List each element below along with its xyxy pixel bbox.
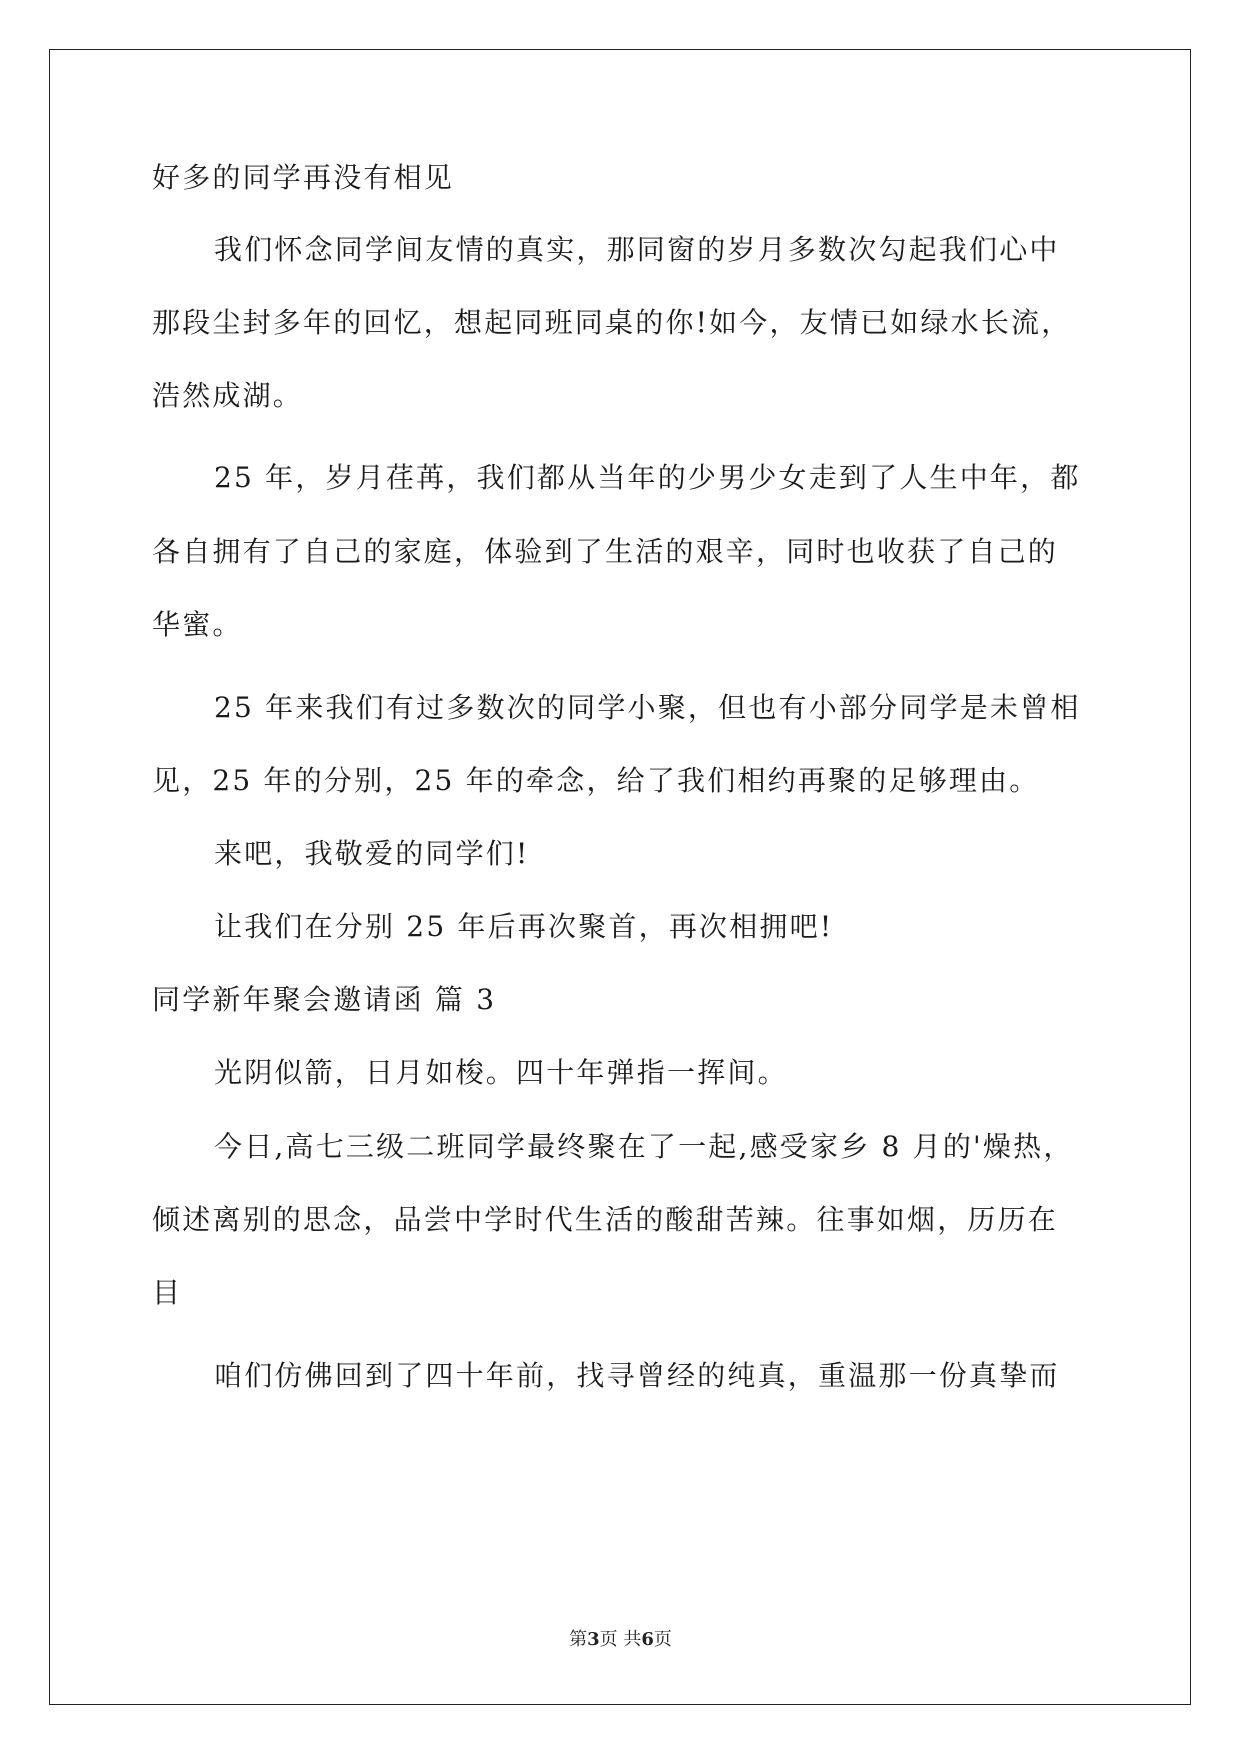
- text-line-11: 让我们在分别 25 年后再次聚首，再次相拥吧!: [214, 910, 834, 943]
- text-line-7: 华蜜。: [152, 608, 243, 641]
- text-line-10: 来吧，我敬爱的同学们!: [214, 837, 530, 870]
- text-line-8: 25 年来我们有过多数次的同学小聚，但也有小部分同学是未曾相: [214, 691, 1081, 724]
- footer-mid: 页 共: [599, 1629, 642, 1650]
- text-line-3: 那段尘封多年的回忆，想起同班同桌的你!如今，友情已如绿水长流，: [152, 306, 1072, 339]
- page-footer: [0, 1628, 1241, 1652]
- text-line-15: 倾述离别的思念，品尝中学时代生活的酸甜苦辣。往事如烟，历历在: [152, 1203, 1059, 1236]
- text-line-14: 今日,高七三级二班同学最终聚在了一起,感受家乡 8 月的'燥热，: [214, 1130, 1074, 1163]
- text-line-1: 好多的同学再没有相见: [152, 161, 455, 194]
- text-line-13: 光阴似箭，日月如梭。四十年弹指一挥间。: [214, 1056, 788, 1089]
- current-page-number: 3: [587, 1629, 600, 1650]
- text-line-16: 目: [152, 1276, 183, 1309]
- section-heading: 同学新年聚会邀请函 篇 3: [152, 983, 497, 1016]
- text-line-6: 各自拥有了自己的家庭，体验到了生活的艰辛，同时也收获了自己的: [152, 535, 1059, 568]
- text-line-4: 浩然成湖。: [152, 379, 304, 412]
- text-line-2: 我们怀念同学间友情的真实，那同窗的岁月多数次勾起我们心中: [214, 233, 1060, 266]
- text-line-17: 咱们仿佛回到了四十年前，找寻曾经的纯真，重温那一份真挚而: [214, 1359, 1060, 1392]
- page-border: [49, 49, 1191, 1705]
- total-page-number: 6: [641, 1629, 654, 1650]
- footer-prefix: 第: [569, 1629, 588, 1650]
- text-line-5: 25 年，岁月荏苒，我们都从当年的少男少女走到了人生中年，都: [214, 461, 1081, 494]
- text-line-9: 见，25 年的分别，25 年的牵念，给了我们相约再聚的足够理由。: [152, 764, 1040, 797]
- footer-suffix: 页: [653, 1629, 672, 1650]
